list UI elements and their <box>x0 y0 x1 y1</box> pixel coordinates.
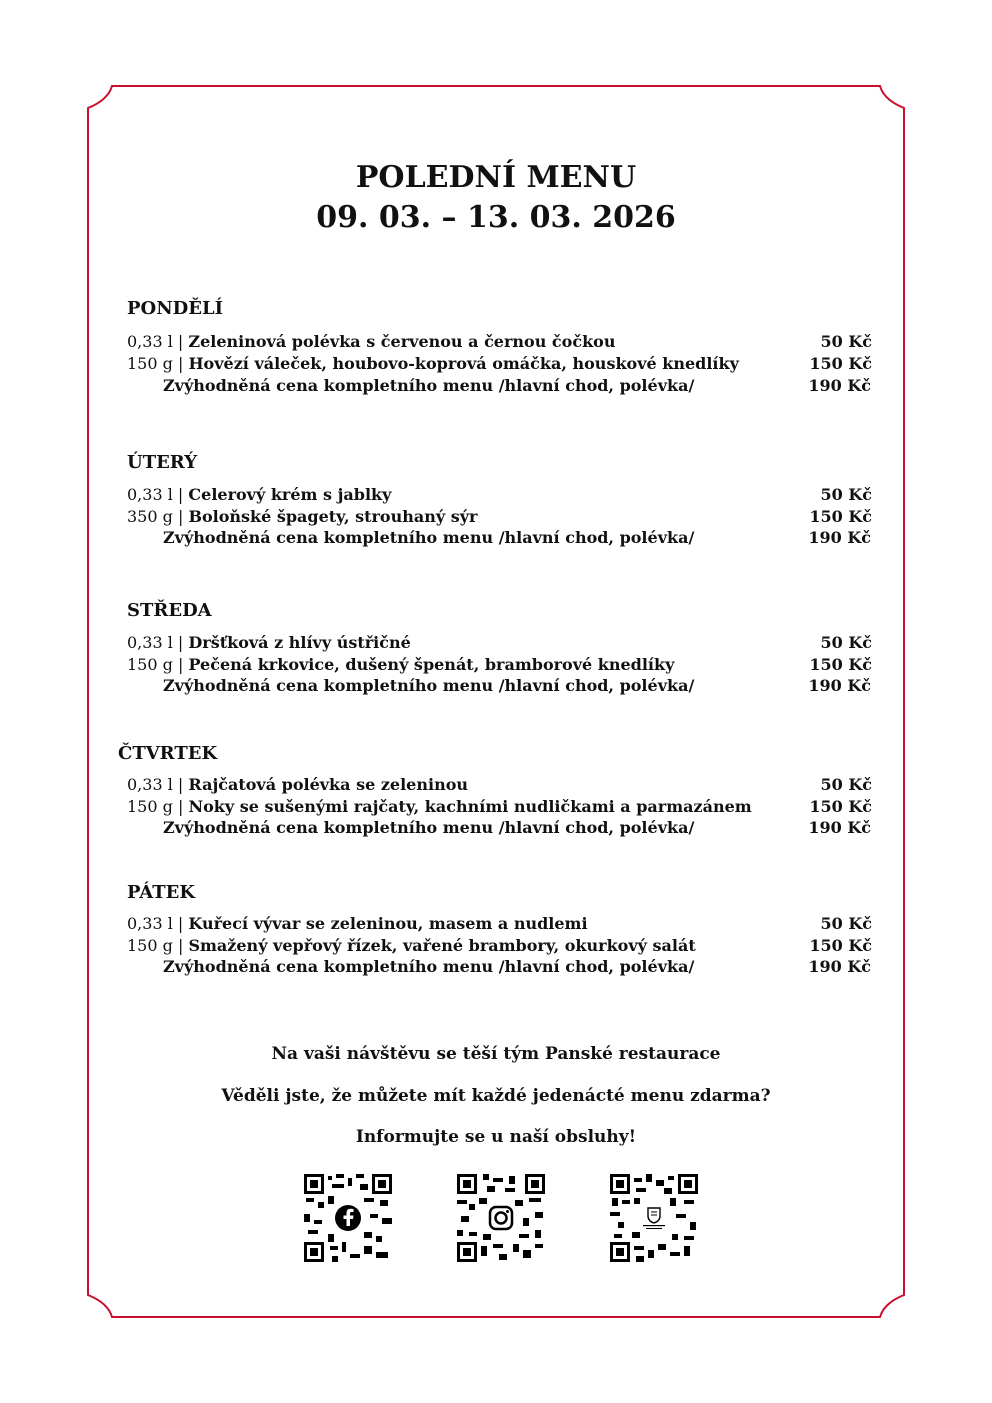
instagram-icon <box>488 1205 514 1231</box>
combo-label: Zvýhodněná cena kompletního menu /hlavní chod, polévka/ <box>163 676 695 695</box>
item-price: 50 Kč <box>820 485 872 504</box>
item-price: 50 Kč <box>820 633 872 652</box>
qr-code-restaurant[interactable] <box>610 1174 698 1262</box>
menu-item-main <box>127 796 872 818</box>
combo-price: 190 Kč <box>808 376 871 395</box>
menu-combo <box>163 527 871 549</box>
day-heading: STŘEDA <box>127 600 212 621</box>
item-price: 50 Kč <box>820 775 872 794</box>
menu-item-main <box>127 935 872 957</box>
footer-info: Informujte se u naší obsluhy! <box>355 1127 637 1147</box>
item-quantity: 0,33 l | <box>127 332 184 351</box>
menu-combo <box>163 956 871 978</box>
item-quantity: 150 g | <box>127 797 184 816</box>
item-price: 150 Kč <box>809 507 872 526</box>
menu-date-range: 09. 03. – 13. 03. 2026 <box>316 200 676 235</box>
day-heading: ČTVRTEK <box>118 743 218 764</box>
menu-combo <box>163 675 871 697</box>
item-quantity: 0,33 l | <box>127 914 184 933</box>
menu-item-soup <box>127 913 872 935</box>
item-dish: Kuřecí vývar se zeleninou, masem a nudlemi <box>188 914 588 933</box>
combo-price: 190 Kč <box>808 957 871 976</box>
item-dish: Pečená krkovice, dušený špenát, bramborové knedlíky <box>188 655 675 674</box>
menu-item-soup <box>127 331 872 353</box>
restaurant-logo-icon <box>640 1204 668 1232</box>
menu-combo <box>163 817 871 839</box>
menu-item-main <box>127 506 872 528</box>
item-quantity: 350 g | <box>127 507 184 526</box>
menu-item-soup <box>127 632 872 654</box>
qr-code-facebook[interactable] <box>304 1174 392 1262</box>
menu-item-soup <box>127 774 872 796</box>
footer-greeting: Na vaši návštěvu se těší tým Panské restaurace <box>271 1044 721 1064</box>
item-dish: Boloňské špagety, strouhaný sýr <box>188 507 478 526</box>
item-quantity: 150 g | <box>127 936 184 955</box>
item-dish: Rajčatová polévka se zeleninou <box>188 775 468 794</box>
facebook-icon <box>335 1205 361 1231</box>
item-dish: Celerový krém s jablky <box>188 485 392 504</box>
item-price: 150 Kč <box>809 936 872 955</box>
item-quantity: 0,33 l | <box>127 485 184 504</box>
combo-price: 190 Kč <box>808 676 871 695</box>
day-heading: ÚTERÝ <box>127 452 198 473</box>
item-dish: Noky se sušenými rajčaty, kachními nudličkami a parmazánem <box>188 797 752 816</box>
menu-item-main <box>127 353 872 375</box>
menu-title: POLEDNÍ MENU <box>355 160 637 195</box>
item-price: 50 Kč <box>820 332 872 351</box>
menu-item-soup <box>127 484 872 506</box>
menu-combo <box>163 375 871 397</box>
combo-label: Zvýhodněná cena kompletního menu /hlavní chod, polévka/ <box>163 818 695 837</box>
item-dish: Zeleninová polévka s červenou a černou čočkou <box>188 332 616 351</box>
combo-label: Zvýhodněná cena kompletního menu /hlavní chod, polévka/ <box>163 376 695 395</box>
combo-label: Zvýhodněná cena kompletního menu /hlavní chod, polévka/ <box>163 957 695 976</box>
item-quantity: 0,33 l | <box>127 775 184 794</box>
menu-item-main <box>127 654 872 676</box>
combo-price: 190 Kč <box>808 818 871 837</box>
item-price: 150 Kč <box>809 354 872 373</box>
footer-loyalty-question: Věděli jste, že můžete mít každé jedenácté menu zdarma? <box>221 1086 771 1106</box>
qr-code-instagram[interactable] <box>457 1174 545 1262</box>
item-dish: Hovězí váleček, houbovo-koprová omáčka, houskové knedlíky <box>188 354 739 373</box>
item-dish: Dršťková z hlívy ústřičné <box>188 633 411 652</box>
item-dish: Smažený vepřový řízek, vařené brambory, okurkový salát <box>188 936 696 955</box>
item-price: 150 Kč <box>809 655 872 674</box>
item-quantity: 150 g | <box>127 655 184 674</box>
combo-label: Zvýhodněná cena kompletního menu /hlavní chod, polévka/ <box>163 528 695 547</box>
combo-price: 190 Kč <box>808 528 871 547</box>
item-quantity: 150 g | <box>127 354 184 373</box>
day-heading: PONDĚLÍ <box>127 298 224 319</box>
item-quantity: 0,33 l | <box>127 633 184 652</box>
item-price: 50 Kč <box>820 914 872 933</box>
item-price: 150 Kč <box>809 797 872 816</box>
day-heading: PÁTEK <box>127 882 195 903</box>
